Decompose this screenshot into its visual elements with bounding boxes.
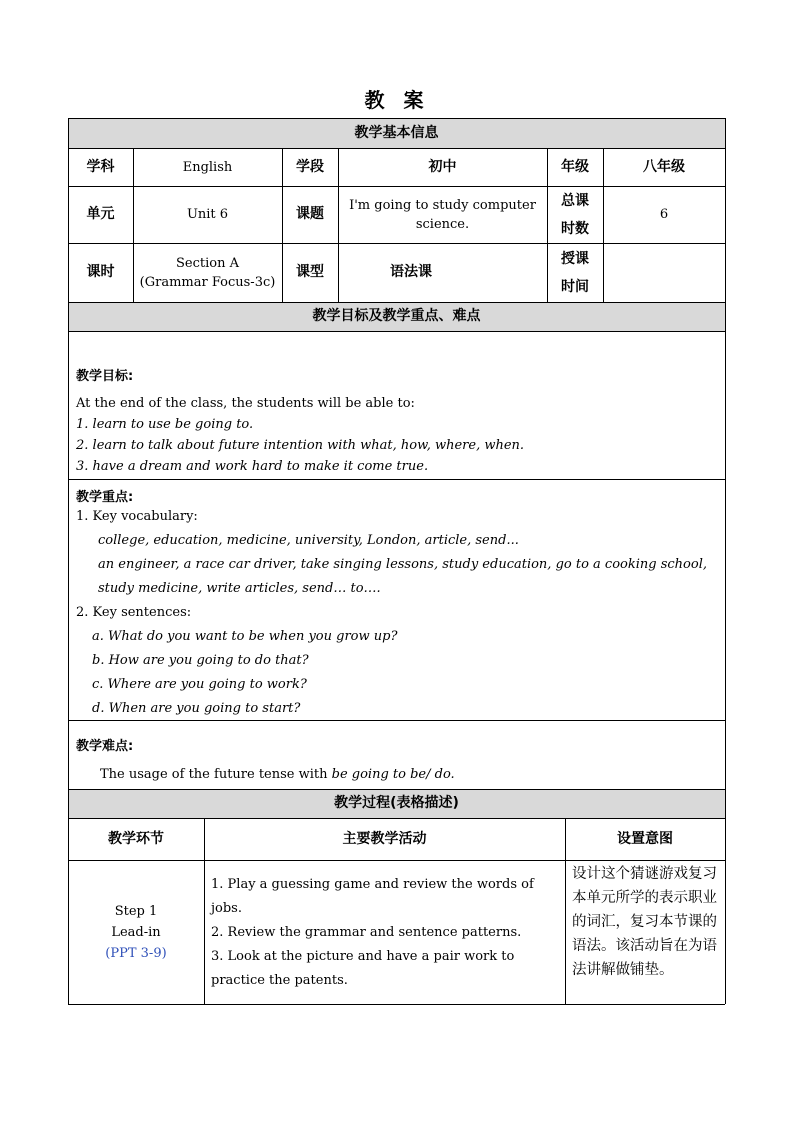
difficulty-structure: be going to be/ do. [331, 767, 455, 782]
goal-item: 2. learn to talk about future intention with what, how, where, when. [76, 438, 525, 453]
process-header: 教学过程(表格描述) [68, 789, 725, 818]
vocab-label: 1. Key vocabulary: [76, 509, 198, 524]
step-ppt: (PPT 3-9) [105, 945, 167, 961]
goal-item: 1. learn to use be going to. [76, 417, 254, 432]
step-name: Lead-in [111, 924, 161, 940]
sentence-item: a. What do you want to be when you grow up? [92, 629, 398, 644]
value-period [133, 243, 282, 302]
activity-line: 3. Look at the picture and have a pair work to [211, 949, 515, 964]
goal-item: 3. have a dream and work hard to make it come true. [76, 459, 429, 474]
vocab-line: an engineer, a race car driver, take singing lessons, study education, go to a cooking school, [98, 557, 707, 572]
col-step: 教学环节 [108, 830, 164, 847]
basic-info-header: 教学基本信息 [68, 118, 725, 148]
key-points-title: 教学重点: [76, 490, 134, 505]
intent-text: 设计这个猜谜游戏复习本单元所学的表示职业的词汇，复习本节课的语法。该活动旨在为语法讲解做铺垫。 [572, 866, 717, 978]
activity-line: 2. Review the grammar and sentence patterns. [211, 925, 522, 940]
label-lesson-type: 课型 [296, 264, 324, 280]
goals-intro: At the end of the class, the students will be able to: [76, 396, 415, 411]
value-period-section: Section A [176, 255, 239, 271]
sentence-item: c. Where are you going to work? [92, 677, 307, 692]
value-grade: 八年级 [643, 158, 685, 175]
label-stage: 学段 [296, 158, 324, 175]
step-number: Step 1 [114, 903, 158, 919]
objectives-header: 教学目标及教学重点、难点 [68, 302, 725, 331]
sentence-item: b. How are you going to do that? [92, 653, 309, 668]
difficulty-title: 教学难点: [76, 739, 134, 754]
label-grade: 年级 [561, 158, 589, 175]
value-total-hours: 6 [659, 207, 669, 222]
page-title: 教 案 [364, 88, 430, 112]
label-teaching-time: 授课时间 [561, 250, 589, 295]
label-subject: 学科 [86, 158, 115, 175]
goals-title: 教学目标: [76, 369, 134, 384]
difficulty-prefix: The usage of the future tense with [100, 767, 332, 782]
value-unit: Unit 6 [186, 207, 229, 222]
activity-line: jobs. [211, 901, 242, 916]
value-subject: English [182, 159, 233, 175]
sentence-item: d. When are you going to start? [92, 701, 301, 716]
col-intent: 设置意图 [617, 830, 673, 847]
label-period: 课时 [86, 264, 115, 280]
activity-line: practice the patents. [211, 973, 348, 988]
activity-line: 1. Play a guessing game and review the words of [211, 877, 534, 892]
value-period-focus: (Grammar Focus-3c) [139, 274, 276, 290]
label-topic: 课题 [296, 206, 324, 222]
col-activities: 主要教学活动 [342, 830, 427, 847]
value-lesson-type: 语法课 [390, 264, 432, 280]
step-cell [68, 860, 204, 1004]
vocab-line: study medicine, write articles, send… to…. [98, 581, 381, 596]
sentences-label: 2. Key sentences: [76, 605, 192, 620]
label-unit: 单元 [86, 206, 115, 222]
label-total-hours: 总课时数 [561, 192, 589, 237]
difficulty-text [100, 767, 455, 782]
vocab-line: college, education, medicine, university, London, article, send... [98, 533, 519, 548]
value-topic: I'm going to study computer science. [349, 197, 536, 232]
value-stage: 初中 [428, 158, 457, 175]
